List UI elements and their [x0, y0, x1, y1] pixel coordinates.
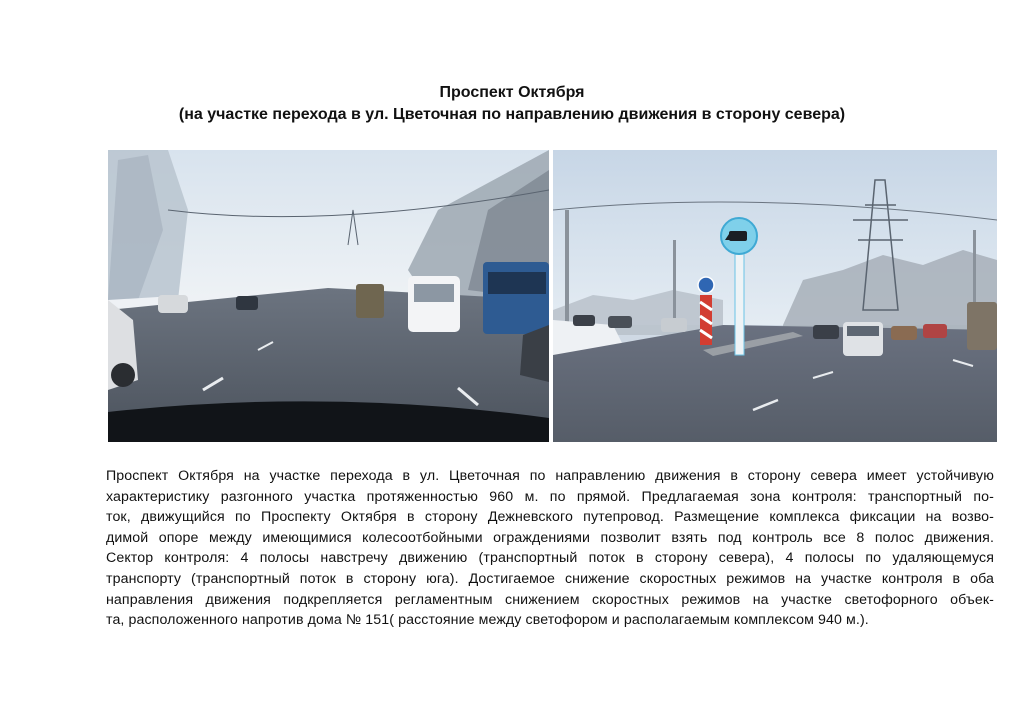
- road-photo-right-illustration: [553, 150, 997, 442]
- paragraph-line: направления движения подкрепляется регламентным снижением скоростных режимов на участке светофорного объек-: [106, 591, 994, 608]
- document-title: Проспект Октября: [439, 84, 585, 101]
- paragraph-line: ток, движущийся по Проспекту Октября в сторону Дежневского путепровод. Размещение комплекса фиксации на возво-: [106, 509, 994, 526]
- paragraph-line: та, расположенного напротив дома № 151( расстояние между светофором и располагаемым комплексом 940 м.).: [106, 612, 869, 629]
- paragraph-line: димой опоре между имеющимися колесоотбойными ограждениями позволит взять под контроль все 8 полос движения.: [106, 529, 994, 546]
- description-paragraph: [106, 466, 994, 631]
- paragraph-line: Сектор контроля: 4 полосы навстречу движению (транспортный поток в сторону севера), 4 полосы по удаляющемуся: [106, 550, 994, 567]
- paragraph-line: транспорту (транспортный поток в сторону юга). Достигаемое снижение скоростных режимов на участке контроля в оба: [106, 570, 994, 587]
- paragraph-line: характеристику разгонного участка протяженностью 960 м. по прямой. Предлагаемая зона контроля: транспортный по-: [106, 488, 994, 505]
- road-photo-left: [108, 150, 549, 442]
- road-photo-right: [553, 150, 997, 442]
- document-subtitle: (на участке перехода в ул. Цветочная по направлению движения в сторону севера): [178, 106, 846, 123]
- paragraph-line: Проспект Октября на участке перехода в ул. Цветочная по направлению движения в сторону севера имеет устойчивую: [106, 468, 994, 484]
- road-photo-left-illustration: [108, 150, 549, 442]
